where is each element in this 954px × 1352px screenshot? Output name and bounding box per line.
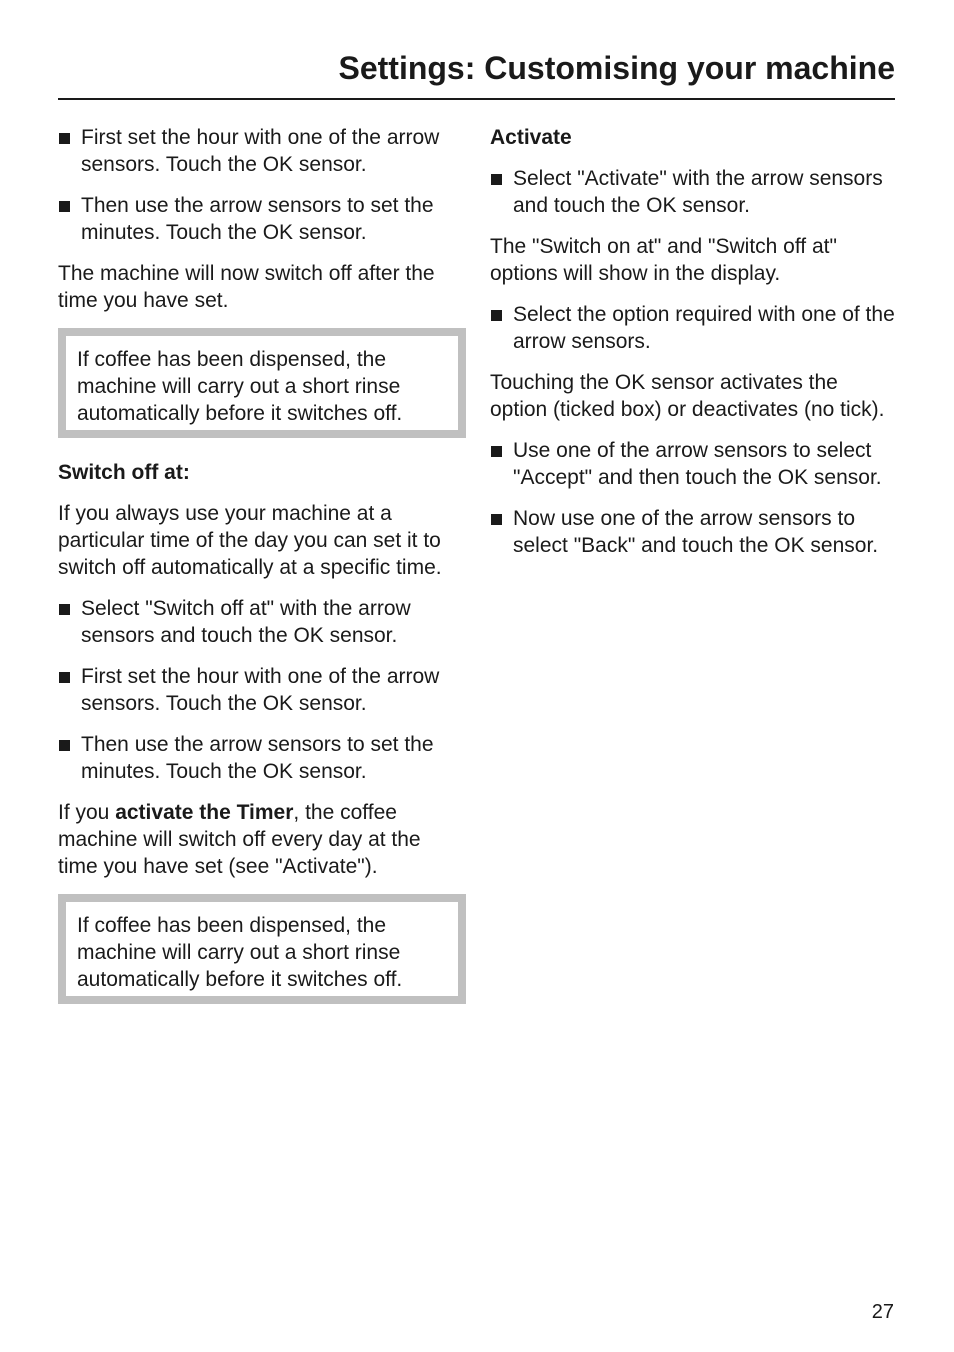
bullet-item: Select the option required with one of the arrow sensors. xyxy=(490,301,896,355)
right-column xyxy=(490,124,896,573)
bullet-item: Select "Switch off at" with the arrow sensors and touch the OK sensor. xyxy=(58,595,466,649)
left-column xyxy=(58,124,466,1025)
page-title: Settings: Customising your machine xyxy=(338,50,895,86)
bullet-item: Now use one of the arrow sensors to select "Back" and touch the OK sensor. xyxy=(490,505,896,559)
paragraph-text: , the coffee machine will switch off every day at the time you have set (see "Activate"). xyxy=(58,801,421,878)
bullet-item: Then use the arrow sensors to set the minutes. Touch the OK sensor. xyxy=(58,192,466,246)
note-box xyxy=(58,894,466,1004)
section-heading: Activate xyxy=(490,126,572,149)
paragraph: If you always use your machine at a particular time of the day you can set it to switch off automatically at a specific time. xyxy=(58,502,442,579)
paragraph: Touching the OK sensor activates the option (ticked box) or deactivates (no tick). xyxy=(490,371,885,421)
bullet-item: Select "Activate" with the arrow sensors and touch the OK sensor. xyxy=(490,165,896,219)
paragraph: The machine will now switch off after the time you have set. xyxy=(58,262,435,312)
header-rule xyxy=(58,98,895,100)
section-heading: Switch off at: xyxy=(58,461,190,484)
page-number: 27 xyxy=(871,1301,894,1323)
note-text: If coffee has been dispensed, the machine will carry out a short rinse automatically before it switches off. xyxy=(77,914,403,991)
paragraph-text: If you xyxy=(58,801,116,824)
bullet-item: Then use the arrow sensors to set the minutes. Touch the OK sensor. xyxy=(58,731,466,785)
bullet-item: First set the hour with one of the arrow sensors. Touch the OK sensor. xyxy=(58,663,466,717)
paragraph: The "Switch on at" and "Switch off at" options will show in the display. xyxy=(490,235,837,285)
emphasis-text: activate the Timer xyxy=(115,801,294,824)
bullet-item: Use one of the arrow sensors to select "Accept" and then touch the OK sensor. xyxy=(490,437,896,491)
paragraph xyxy=(58,799,466,880)
note-box xyxy=(58,328,466,438)
note-text: If coffee has been dispensed, the machine will carry out a short rinse automatically before it switches off. xyxy=(77,348,403,425)
bullet-item: First set the hour with one of the arrow sensors. Touch the OK sensor. xyxy=(58,124,466,178)
